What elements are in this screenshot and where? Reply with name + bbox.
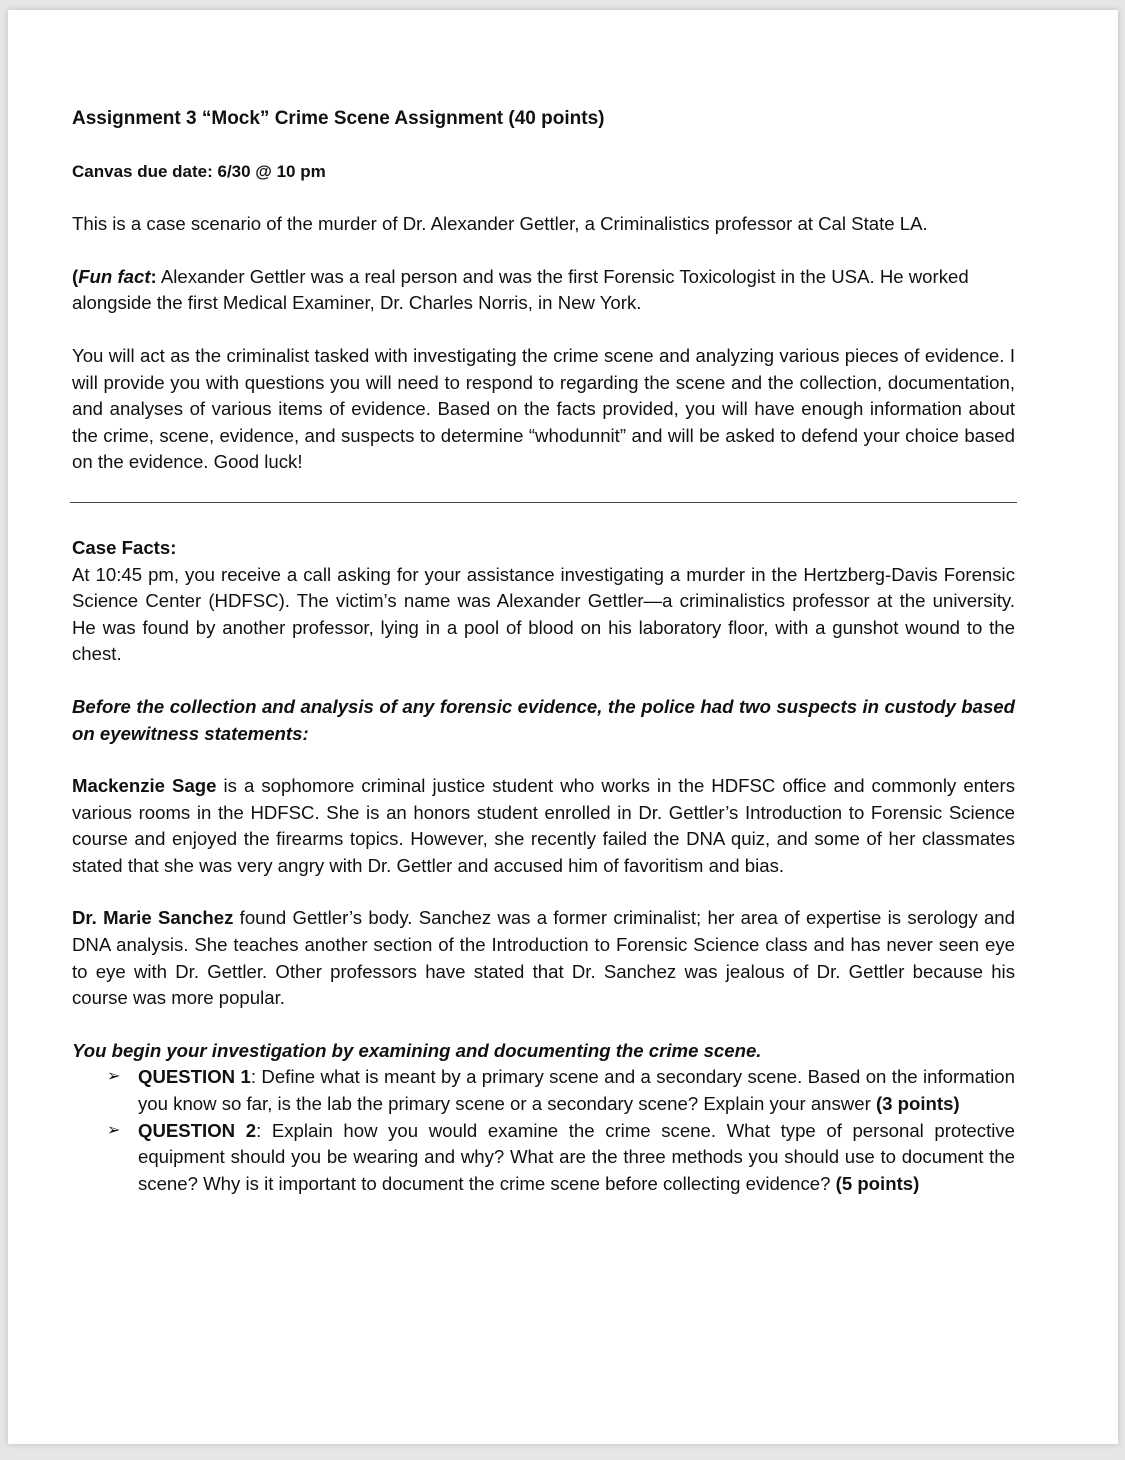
due-date: Canvas due date: 6/30 @ 10 pm bbox=[72, 161, 326, 181]
fun-fact-colon: : bbox=[150, 265, 157, 287]
arrow-bullet-icon: ➢ bbox=[107, 1121, 121, 1139]
question-label: QUESTION 2 bbox=[138, 1119, 257, 1141]
suspects-intro: Before the collection and analysis of any forensic evidence, the police had two suspects in custody based on eyewitness statements: bbox=[72, 695, 1015, 744]
suspect-name: Dr. Marie Sanchez bbox=[72, 907, 234, 929]
case-facts-heading: Case Facts: bbox=[72, 536, 177, 558]
question-points: (3 points) bbox=[875, 1093, 960, 1115]
suspect-description: is a sophomore criminal justice student who works in the HDFSC office and commonly enters various rooms in the HDFSC. She is an honors student enrolled in Dr. Gettler’s Introduction to Forensic Science course and enjoyed the firearms topics. However, she recently failed the DNA quiz, and some of her classmates stated that she was very angry with Dr. Gettler and accused him of favoritism and bias. bbox=[72, 775, 1015, 876]
suspect-paragraph-sanchez bbox=[72, 905, 1015, 1011]
investigation-intro: You begin your investigation by examining and documenting the crime scene. bbox=[72, 1039, 762, 1061]
fun-fact-open-paren: ( bbox=[72, 265, 79, 287]
question-item bbox=[107, 1118, 1016, 1198]
question-list bbox=[72, 1064, 1015, 1197]
question-text: : Explain how you would examine the crime scene. What type of personal protective equipment should you be wearing and why? What are the three methods you should use to document the scene? Why is it important to document the crime scene before collecting evidence? bbox=[138, 1119, 1016, 1194]
fun-fact-paragraph bbox=[72, 264, 1015, 317]
case-facts-text: At 10:45 pm, you receive a call asking for your assistance investigating a murder in the Hertzberg-Davis Forensic Science Center (HDFSC). The victim’s name was Alexander Gettler—a criminalistics professor at the university. He was found by another professor, lying in a pool of blood on his laboratory floor, with a gunshot wound to the chest. bbox=[72, 563, 1015, 665]
intro-paragraph: This is a case scenario of the murder of Dr. Alexander Gettler, a Criminalistics professor at Cal State LA. bbox=[72, 213, 928, 235]
suspect-paragraph-sage bbox=[72, 773, 1015, 879]
fun-fact-text: Alexander Gettler was a real person and was the first Forensic Toxicologist in the USA. He worked alongside the first Medical Examiner, Dr. Charles Norris, in New York. bbox=[72, 265, 969, 314]
document-page bbox=[8, 10, 1118, 1444]
assignment-title: Assignment 3 “Mock” Crime Scene Assignment (40 points) bbox=[72, 108, 605, 129]
arrow-bullet-icon: ➢ bbox=[107, 1068, 121, 1086]
question-text: : Define what is meant by a primary scene and a secondary scene. Based on the information you know so far, is the lab the primary scene or a secondary scene? Explain your answer bbox=[138, 1066, 1015, 1115]
document-body bbox=[72, 106, 1015, 1197]
section-divider bbox=[70, 502, 1017, 503]
suspect-description: found Gettler’s body. Sanchez was a former criminalist; her area of expertise is serology and DNA analysis. She teaches another section of the Introduction to Forensic Science class and has never seen eye to eye with Dr. Gettler. Other professors have stated that Dr. Sanchez was jealous of Dr. Gettler because his course was more popular. bbox=[72, 907, 1015, 1009]
role-paragraph: You will act as the criminalist tasked with investigating the crime scene and analyzing various pieces of evidence. I will provide you with questions you will need to respond to regarding the scene and the collection, documentation, and analyses of various items of evidence. Based on the facts provided, you will have enough information about the crime, scene, evidence, and suspects to determine “whodunnit” and will be asked to defend your choice based on the evidence. Good luck! bbox=[72, 344, 1015, 473]
question-label: QUESTION 1 bbox=[138, 1066, 251, 1088]
question-points: (5 points) bbox=[835, 1172, 920, 1194]
fun-fact-label: Fun fact bbox=[78, 265, 151, 287]
suspect-name: Mackenzie Sage bbox=[72, 775, 217, 797]
question-item bbox=[107, 1064, 1015, 1117]
